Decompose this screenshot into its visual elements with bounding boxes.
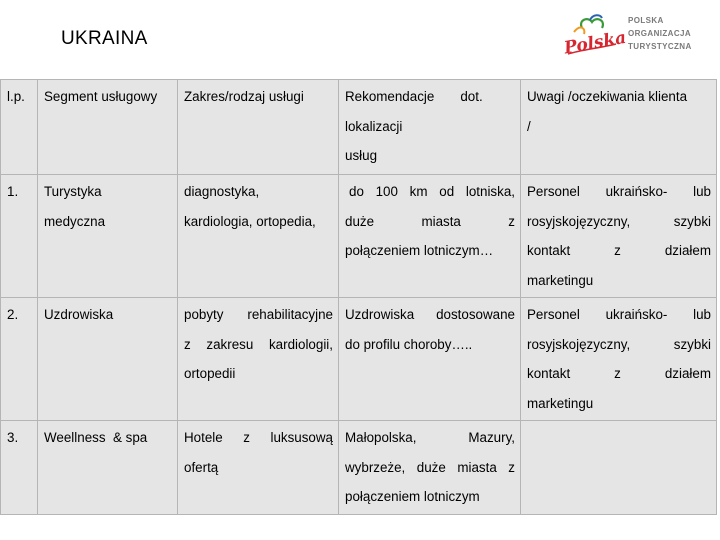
header-uwagi: Uwagi /oczekiwania klienta / xyxy=(521,80,717,175)
header-zakres: Zakres/rodzaj usługi xyxy=(178,80,339,175)
header-rekomendacje: Rekomendacje dot. lokalizacji usług xyxy=(339,80,521,175)
table-header-row xyxy=(1,80,717,175)
cell-uwagi: Personel ukraińsko- lub rosyjskojęzyczny, szybki kontakt z działem marketingu xyxy=(521,175,717,298)
table-row xyxy=(1,421,717,515)
cell-rekomendacje: Małopolska, Mazury, wybrzeże, duże miasta z połączeniem lotniczym xyxy=(339,421,521,515)
cell-zakres: diagnostyka, kardiologia, ortopedia, xyxy=(178,175,339,298)
cell-segment: Turystyka medyczna xyxy=(38,175,178,298)
page-title: UKRAINA xyxy=(61,28,148,49)
cell-lp: 2. xyxy=(1,298,38,421)
organization-name: POLSKA ORGANIZACJA TURYSTYCZNA xyxy=(628,16,692,51)
table-row xyxy=(1,298,717,421)
cell-segment: Uzdrowiska xyxy=(38,298,178,421)
cell-lp: 1. xyxy=(1,175,38,298)
cell-zakres: Hotele z luksusową ofertą xyxy=(178,421,339,515)
svg-text:Polska: Polska xyxy=(562,27,628,59)
header-segment: Segment usługowy xyxy=(38,80,178,175)
cell-zakres: pobyty rehabilitacyjne z zakresu kardiologii, ortopedii xyxy=(178,298,339,421)
services-table xyxy=(0,79,717,515)
cell-segment: Weellness & spa xyxy=(38,421,178,515)
cell-uwagi: Personel ukraińsko- lub rosyjskojęzyczny, szybki kontakt z działem marketingu xyxy=(521,298,717,421)
cell-uwagi xyxy=(521,421,717,515)
cell-rekomendacje: do 100 km od lotniska, duże miasta z połączeniem lotniczym… xyxy=(339,175,521,298)
cell-lp: 3. xyxy=(1,421,38,515)
cell-rekomendacje: Uzdrowiska dostosowane do profilu choroby….. xyxy=(339,298,521,421)
header-lp: l.p. xyxy=(1,80,38,175)
table-row xyxy=(1,175,717,298)
